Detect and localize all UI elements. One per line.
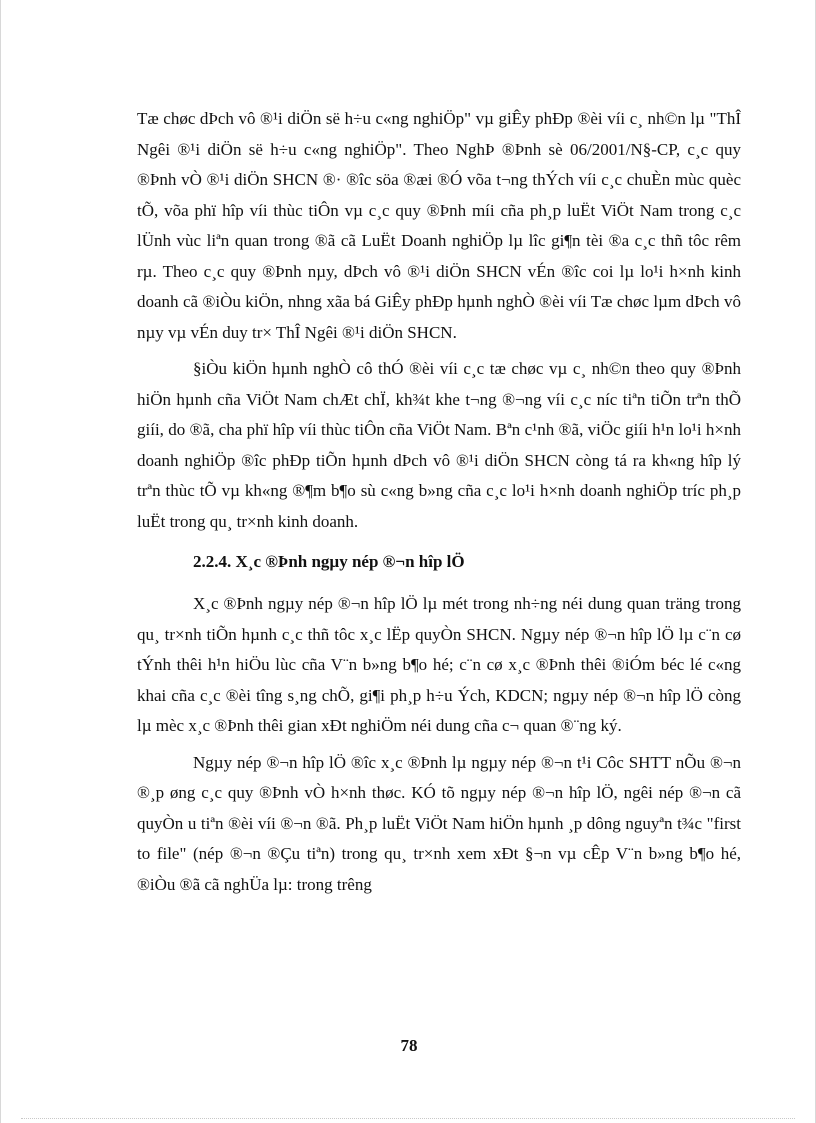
paragraph-3: X¸c ®Þnh ngµy nép ®¬n hîp lÖ lµ mét trong nh÷ng néi dung quan träng trong qu¸ tr×nh tiÕn hµnh c¸c thñ tôc x¸c lËp quyÒn SHCN. Ngµy nép ®¬n hîp lÖ lµ c¨n cø tÝnh thêi h¹n hiÖu lùc cña V¨n b»ng b¶o hé; c¨n cø x¸c ®Þnh thêi ®iÓm béc lé c«ng khai cña c¸c ®èi tîng s¸ng chÕ, gi¶i ph¸p h÷u Ých, KDCN; ngµy nép ®¬n hîp lÖ còng lµ mèc x¸c ®Þnh thêi gian xÐt nghiÖm néi dung cña c¬ quan ®¨ng ký.: [137, 594, 741, 735]
paragraph-1: Tæ chøc dÞch vô ®¹i diÖn së h÷u c«ng nghiÖp" vµ giÊy phÐp ®èi víi c¸ nh©n lµ "ThÎ Ngêi ®¹i diÖn së h÷u c«ng nghiÖp". Theo NghÞ ®Þnh sè 06/2001/N§-CP, c¸c quy ®Þnh vÒ ®¹i diÖn SHCN ®· ®îc söa ®æi ®Ó võa t¬ng thÝch víi c¸c chuÈn mùc quèc tÕ, võa phï hîp víi thùc tiÔn vµ c¸c quy ®Þnh míi cña ph¸p luËt ViÖt Nam trong c¸c lÜnh vùc liªn quan trong ®ã cã LuËt Doanh nghiÖp lµ lîc gi¶n tèi ®a c¸c thñ tôc rêm rµ. Theo c¸c quy ®Þnh nµy, dÞch vô ®¹i diÖn SHCN vÉn ®îc coi lµ lo¹i h×nh kinh doanh cã ®iÒu kiÖn, nhng xãa bá GiÊy phÐp hµnh nghÒ ®èi víi Tæ chøc lµm dÞch vô nµy vµ vÉn duy tr× ThÎ Ngêi ®¹i diÖn SHCN.: [137, 109, 741, 342]
page-bottom-divider: [21, 1118, 795, 1119]
paragraph-4: Ngµy nép ®¬n hîp lÖ ®îc x¸c ®Þnh lµ ngµy nép ®¬n t¹i Côc SHTT nÕu ®¬n ®¸p øng c¸c quy ®Þnh vÒ h×nh thøc. KÓ tõ ngµy nép ®¬n hîp lÖ, ngêi nép ®¬n cã quyÒn u tiªn ®èi víi ®¬n ®ã. Ph¸p luËt ViÖt Nam hiÖn hµnh ¸p dông nguyªn t¾c "first to file" (nép ®¬n ®Çu tiªn) trong qu¸ tr×nh xem xÐt §¬n vµ cÊp V¨n b»ng b¶o hé, ®iÒu ®ã cã nghÜa lµ: trong trêng: [137, 752, 741, 894]
page-body: [137, 104, 741, 906]
page-number: 78: [400, 1036, 418, 1055]
paragraph-2: §iÒu kiÖn hµnh nghÒ cô thÓ ®èi víi c¸c tæ chøc vµ c¸ nh©n theo quy ®Þnh hiÖn hµnh cña ViÖt Nam chÆt chÏ, kh¾t khe t¬ng ®¬ng víi c¸c níc tiªn tiÕn trªn thÕ giíi, do ®ã, cha phï hîp víi thùc tiÔn cña ViÖt Nam. Bªn c¹nh ®ã, viÖc giíi h¹n lo¹i h×nh doanh nghiÖp ®îc phÐp tiÕn hµnh dÞch vô ®¹i diÖn SHCN còng tá ra kh«ng hîp lý trªn thùc tÕ vµ kh«ng ®¶m b¶o sù c«ng b»ng cña c¸c lo¹i h×nh doanh nghiÖp tríc ph¸p luËt trong qu¸ tr×nh kinh doanh.: [137, 359, 741, 531]
section-heading: 2.2.4. X¸c ®Þnh ngµy nép ®¬n hîp lÖ: [193, 552, 465, 571]
